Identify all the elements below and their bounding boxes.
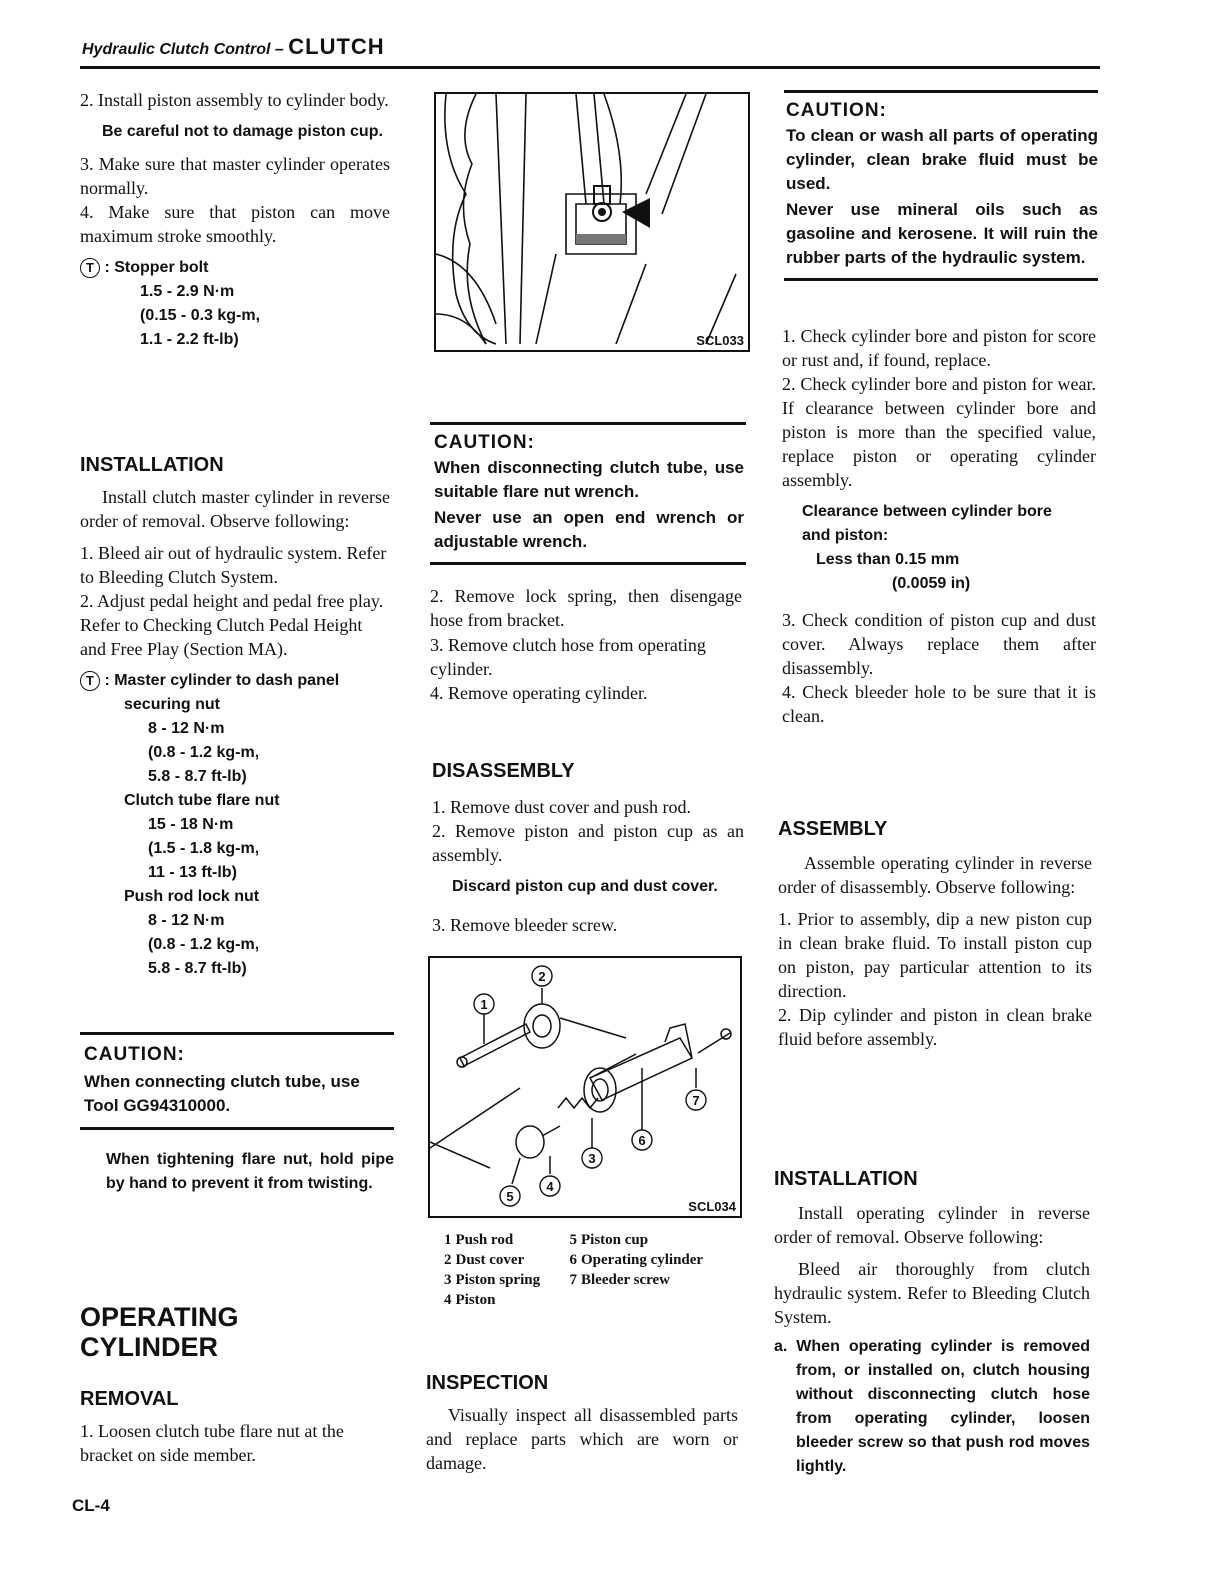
right-caution-2: Never use mineral oils such as gasoline and kerosene. It will ruin the rubber parts of the hydraulic system.: [786, 200, 1098, 267]
stopper-label: : Stopper bolt: [104, 259, 209, 276]
legend-num: 3: [444, 1272, 452, 1288]
dis-step-1: 1. Remove dust cover and push rod.: [432, 797, 691, 817]
left-caution-rule-bottom: [80, 1127, 394, 1130]
legend-text: Bleeder screw: [581, 1272, 670, 1288]
assembly-intro: Assemble operating cylinder in reverse order of disassembly. Observe following:: [778, 853, 1092, 897]
left-step-3: 3. Make sure that master cylinder operates normally.: [80, 154, 390, 198]
operating-heading-2: CYLINDER: [80, 1332, 219, 1362]
left-tighten-note: [106, 1148, 394, 1196]
check-2: 2. Check cylinder bore and piston for wear. If clearance between cylinder bore and piston is more than the specified value, replace piston or operating cylinder assembly.: [782, 374, 1096, 490]
installation-step-1: 1. Bleed air out of hydraulic system. Refer to Bleeding Clutch System.: [80, 543, 387, 587]
legend-text: Push rod: [455, 1232, 514, 1248]
tighten-note-text: When tightening flare nut, hold pipe by hand to prevent it from twisting.: [106, 1151, 394, 1192]
left-step-4: 4. Make sure that piston can move maximum stroke smoothly.: [80, 202, 390, 246]
page-header: [82, 34, 385, 60]
stopper-v1: 1.5 - 2.9 N·m: [140, 283, 235, 300]
pr-v2: (0.8 - 1.2 kg-m,: [148, 936, 260, 953]
right-installation-heading: INSTALLATION: [774, 1168, 918, 1190]
legend-num: 6: [569, 1252, 577, 1268]
header-title: CLUTCH: [288, 34, 385, 59]
mid-step-4: 4. Remove operating cylinder.: [430, 683, 648, 703]
check-1: 1. Check cylinder bore and piston for score or rust and, if found, replace.: [782, 326, 1096, 370]
legend-num: 4: [444, 1292, 452, 1308]
clutch-tube-illustration: [436, 94, 748, 350]
stopper-v3: 1.1 - 2.2 ft-lb): [140, 331, 239, 348]
stopper-v2: (0.15 - 0.3 kg-m,: [140, 307, 261, 324]
disassembly-heading: DISASSEMBLY: [432, 760, 575, 782]
figure-scl034-label: SCL034: [688, 1199, 736, 1214]
legend-text: Dust cover: [455, 1252, 525, 1268]
right-inspection-checks: [782, 324, 1096, 728]
mc-v1: 8 - 12 N·m: [148, 720, 225, 737]
dis-note: Discard piston cup and dust cover.: [452, 878, 718, 895]
installation-step-2: 2. Adjust pedal height and pedal free play. Refer to Checking Clutch Pedal Height and Free Play (Section MA).: [80, 591, 384, 659]
mc-label: : Master cylinder to dash panel: [104, 672, 340, 689]
left-caution: [84, 1044, 394, 1118]
mc-label2: securing nut: [124, 696, 221, 713]
ct-label: Clutch tube flare nut: [124, 792, 280, 809]
legend-num: 5: [569, 1232, 577, 1248]
callout-2: 2: [538, 969, 546, 984]
figure-scl033-label: SCL033: [696, 333, 744, 348]
left-note-careful: Be careful not to damage piston cup.: [102, 123, 383, 140]
legend-num: 7: [569, 1272, 577, 1288]
legend-num: 2: [444, 1252, 452, 1268]
mid-caution-title: CAUTION:: [434, 432, 535, 453]
assembly-section: [778, 818, 1092, 1051]
clearance-v2: (0.0059 in): [892, 575, 971, 592]
mc-v2: (0.8 - 1.2 kg-m,: [148, 744, 260, 761]
operating-cylinder-exploded-view: [430, 958, 740, 1216]
check-3: 3. Check condition of piston cup and dust cover. Always replace them after disassembly.: [782, 610, 1096, 678]
mid-step-2: 2. Remove lock spring, then disengage hose from bracket.: [430, 586, 742, 630]
clearance-spec: [802, 500, 1096, 596]
left-step-2: 2. Install piston assembly to cylinder body.: [80, 90, 389, 110]
removal-heading: REMOVAL: [80, 1388, 179, 1410]
legend-num: 1: [444, 1232, 452, 1248]
callout-5: 5: [506, 1189, 514, 1204]
dis-step-2: 2. Remove piston and piston cup as an assembly.: [432, 821, 744, 865]
torque-spec-list: [80, 669, 390, 981]
mid-caution-1: When disconnecting clutch tube, use suitable flare nut wrench.: [434, 458, 744, 501]
operating-cylinder-section: [80, 1302, 390, 1467]
callout-1: 1: [480, 997, 488, 1012]
assembly-heading: ASSEMBLY: [778, 818, 888, 840]
mid-caution-rule-top: [430, 422, 746, 425]
figure-scl034: [428, 956, 742, 1218]
right-installation-section: [774, 1168, 1090, 1479]
header-rule: [80, 66, 1100, 69]
left-column: [80, 88, 390, 352]
callout-3: 3: [588, 1151, 596, 1166]
clearance-label-1: Clearance between cylinder bore: [802, 503, 1052, 520]
inspection-body: Visually inspect all disassembled parts and replace parts which are worn or damage.: [426, 1405, 738, 1473]
right-install-1: Install operating cylinder in reverse order of removal. Observe following:: [774, 1203, 1090, 1247]
legend-text: Piston spring: [455, 1272, 541, 1288]
disassembly-section: [432, 760, 744, 937]
ct-v3: 11 - 13 ft-lb): [148, 864, 237, 881]
pr-v3: 5.8 - 8.7 ft-lb): [148, 960, 247, 977]
check-4: 4. Check bleeder hole to be sure that it is clean.: [782, 682, 1096, 726]
right-caution-rule-bottom: [784, 278, 1098, 281]
clearance-v1: Less than 0.15 mm: [816, 551, 960, 568]
installation-intro: Install clutch master cylinder in reverse order of removal. Observe following:: [80, 487, 390, 531]
left-installation: [80, 454, 390, 981]
inspection-section: [426, 1372, 738, 1475]
ct-v2: (1.5 - 1.8 kg-m,: [148, 840, 260, 857]
figure-scl033: [434, 92, 750, 352]
operating-heading-1: OPERATING: [80, 1302, 239, 1332]
callout-4: 4: [546, 1179, 554, 1194]
right-caution: [786, 100, 1098, 270]
callout-6: 6: [638, 1133, 646, 1148]
inspection-heading: INSPECTION: [426, 1372, 549, 1394]
left-caution-body: When connecting clutch tube, use Tool GG94310000.: [84, 1072, 360, 1115]
pr-v1: 8 - 12 N·m: [148, 912, 225, 929]
header-section: Hydraulic Clutch Control –: [82, 41, 284, 58]
mid-caution-rule-bottom: [430, 562, 746, 565]
mid-caution: [434, 432, 744, 554]
legend-text: Operating cylinder: [581, 1252, 704, 1268]
mc-v3: 5.8 - 8.7 ft-lb): [148, 768, 247, 785]
pr-label: Push rod lock nut: [124, 888, 260, 905]
right-caution-title: CAUTION:: [786, 100, 887, 121]
installation-heading: INSTALLATION: [80, 454, 224, 476]
legend-text: Piston: [455, 1292, 496, 1308]
page-number: CL-4: [72, 1496, 110, 1515]
legend-text: Piston cup: [581, 1232, 649, 1248]
mid-step-3: 3. Remove clutch hose from operating cylinder.: [430, 635, 706, 679]
left-caution-title: CAUTION:: [84, 1044, 185, 1065]
removal-step-1: 1. Loosen clutch tube flare nut at the bracket on side member.: [80, 1421, 344, 1465]
right-caution-1: To clean or wash all parts of operating cylinder, clean brake fluid must be used.: [786, 126, 1098, 193]
torque-icon: T: [80, 671, 100, 691]
right-install-a: a. When operating cylinder is removed from, or installed on, clutch housing without disconnecting clutch hose from operating cylinder, loosen bleeder screw so that push rod moves lightly.: [774, 1338, 1090, 1475]
mid-caution-2: Never use an open end wrench or adjustable wrench.: [434, 508, 744, 551]
figure-legend: [444, 1230, 707, 1310]
left-caution-rule-top: [80, 1032, 394, 1035]
right-caution-rule-top: [784, 90, 1098, 93]
stopper-bolt-spec: [80, 256, 390, 352]
callout-7: 7: [692, 1093, 700, 1108]
ct-v1: 15 - 18 N·m: [148, 816, 234, 833]
right-install-2: Bleed air thoroughly from clutch hydraulic system. Refer to Bleeding Clutch System.: [774, 1259, 1090, 1327]
clearance-label-2: and piston:: [802, 527, 889, 544]
assembly-step-1: 1. Prior to assembly, dip a new piston cup in clean brake fluid. To install piston cup on piston, pay particular attention to its direction.: [778, 909, 1092, 1001]
assembly-step-2: 2. Dip cylinder and piston in clean brake fluid before assembly.: [778, 1005, 1092, 1049]
torque-icon: T: [80, 258, 100, 278]
dis-step-3: 3. Remove bleeder screw.: [432, 915, 618, 935]
mid-removal-steps: [430, 584, 742, 705]
